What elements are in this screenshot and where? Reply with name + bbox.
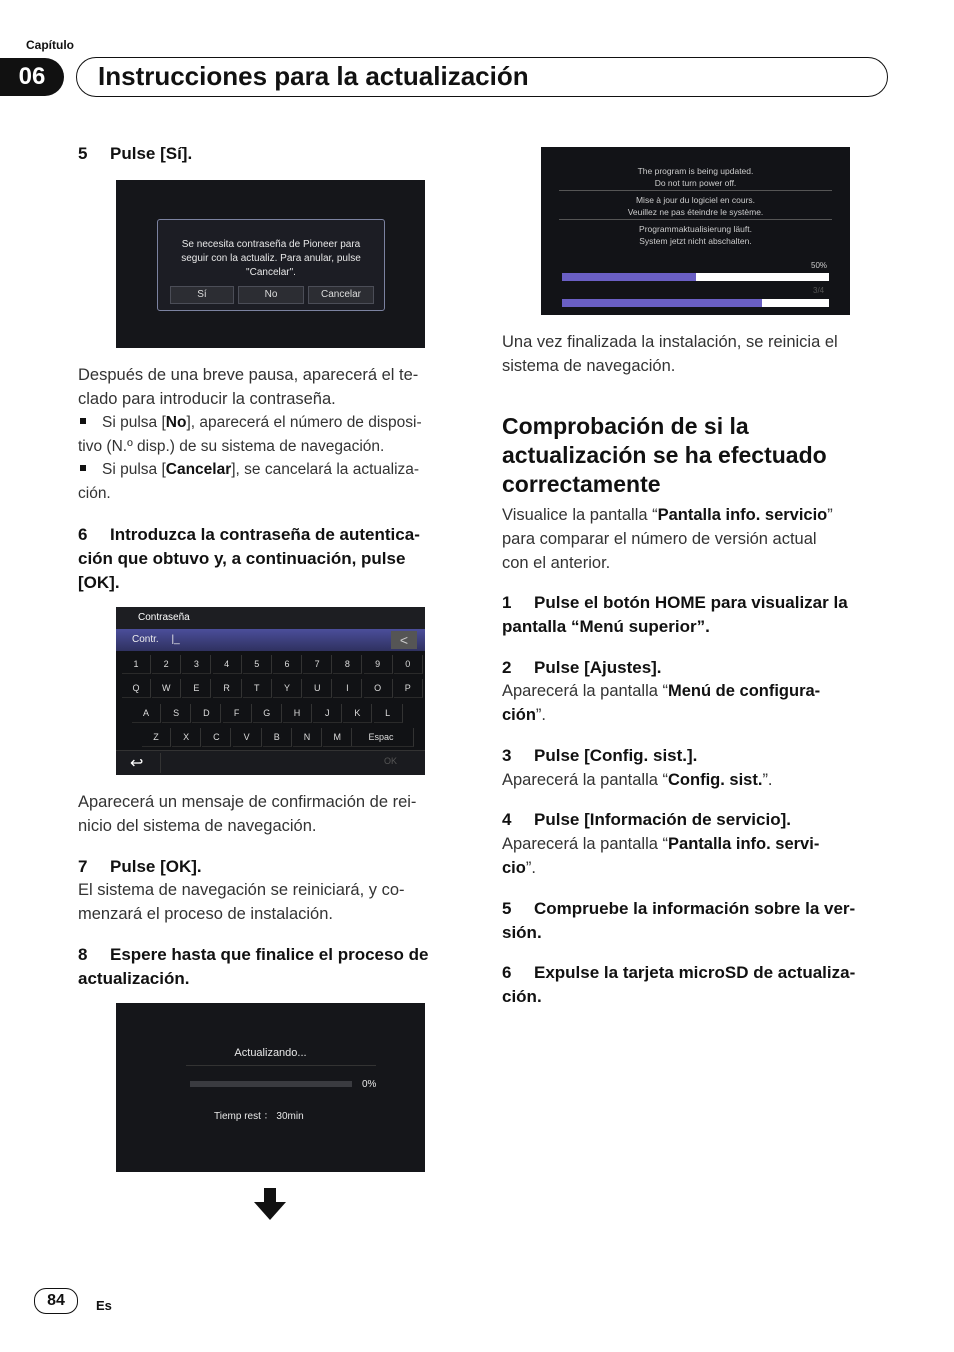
key-9[interactable]: 9: [364, 655, 393, 674]
bullet-square-icon: [80, 465, 86, 471]
heading-line: actualización se ha efectuado: [502, 442, 827, 468]
key-n[interactable]: N: [293, 728, 322, 747]
text-line: El sistema de navegación se reiniciará, y co-: [78, 881, 405, 899]
text: ”: [827, 506, 833, 524]
page-title: Instrucciones para la actualización: [98, 61, 529, 91]
time-remaining: Tiemp rest ： 30min: [214, 1111, 304, 1122]
step-text: Pulse [Sí].: [110, 144, 193, 163]
bullet-square-icon: [80, 418, 86, 424]
step-number: 8: [78, 945, 88, 964]
key-o[interactable]: O: [364, 679, 393, 698]
language-code: Es: [96, 1298, 112, 1313]
key-u[interactable]: U: [303, 679, 332, 698]
text-line: Una vez finalizada la instalación, se reinicia el: [502, 333, 838, 351]
text: Visualice la pantalla “: [502, 506, 658, 524]
keyboard-footer: [116, 750, 425, 775]
key-j[interactable]: J: [313, 704, 342, 723]
step-text: ción.: [502, 987, 542, 1006]
key-x[interactable]: X: [172, 728, 201, 747]
progress-fill: [562, 273, 696, 281]
bold-text: cio: [502, 859, 526, 877]
bold-text: Cancelar: [165, 461, 232, 478]
step-5: [78, 142, 192, 166]
section-heading: [502, 412, 827, 499]
step-count: 3/4: [813, 286, 825, 295]
page-number: 84: [34, 1288, 78, 1314]
key-f[interactable]: F: [223, 704, 252, 723]
key-8[interactable]: 8: [333, 655, 362, 674]
update-message-de: [541, 223, 850, 247]
text: Aparecerá la pantalla “: [502, 835, 669, 853]
dialog-message: [166, 238, 376, 280]
keyboard-header: Contraseña: [116, 607, 425, 629]
down-arrow-icon: [254, 1188, 286, 1222]
backspace-button[interactable]: <: [391, 631, 417, 649]
key-y[interactable]: Y: [273, 679, 302, 698]
key-r[interactable]: R: [213, 679, 242, 698]
step-number: 7: [78, 857, 88, 876]
text-line: System jetzt nicht abschalten.: [639, 236, 752, 246]
confirm-dialog: [157, 219, 385, 311]
bold-text: Pantalla info. servicio: [657, 506, 828, 524]
text-line: tivo (N.º disp.) de su sistema de navegación.: [78, 438, 385, 455]
check-step-5: [502, 897, 855, 945]
update-message-fr: [541, 194, 850, 218]
progress-fill: [562, 299, 762, 307]
key-b[interactable]: B: [263, 728, 292, 747]
text: Aparecerá la pantalla “: [502, 682, 669, 700]
heading-line: correctamente: [502, 471, 661, 497]
text-line: Después de una breve pausa, aparecerá el te-: [78, 366, 419, 384]
paragraph: [78, 363, 418, 411]
update-message-en: [541, 165, 850, 189]
text: ”.: [525, 859, 536, 877]
step-text: ción que obtuvo y, a continuación, pulse: [78, 549, 406, 568]
text-line: menzará el proceso de instalación.: [78, 905, 333, 923]
key-a[interactable]: A: [132, 704, 161, 723]
key-h[interactable]: H: [283, 704, 312, 723]
chapter-label: Capítulo: [26, 38, 74, 52]
key-w[interactable]: W: [152, 679, 181, 698]
paragraph: [502, 503, 833, 575]
bullet-item: [78, 458, 419, 506]
key-7[interactable]: 7: [303, 655, 332, 674]
key-m[interactable]: M: [323, 728, 352, 747]
text-line: con el anterior.: [502, 554, 611, 572]
key-e[interactable]: E: [182, 679, 211, 698]
check-step-4: [502, 808, 791, 832]
yes-button[interactable]: Sí: [170, 286, 234, 304]
ok-button[interactable]: OK: [384, 756, 398, 766]
key-0[interactable]: 0: [394, 655, 423, 674]
paragraph: [78, 790, 416, 838]
updating-screen: [116, 1003, 425, 1172]
step-number: 3: [502, 746, 512, 765]
check-step-3: [502, 744, 697, 768]
step-8: [78, 943, 428, 991]
text: Si pulsa [: [102, 414, 166, 431]
step-text: Introduzca la contraseña de autentica-: [110, 525, 420, 544]
step-text: Compruebe la información sobre la ver-: [534, 899, 856, 918]
cancel-button[interactable]: Cancelar: [308, 286, 374, 304]
progress-percent: 0%: [362, 1079, 377, 1090]
step-text: Pulse [Ajustes].: [534, 658, 662, 677]
text: ], aparecerá el número de disposi-: [186, 414, 422, 431]
step-text: Pulse [Config. sist.].: [534, 746, 698, 765]
password-keyboard-screen: [116, 607, 425, 775]
progress-bar-1: [562, 273, 829, 281]
key-d[interactable]: D: [192, 704, 221, 723]
paragraph: [502, 832, 819, 880]
updating-title: Actualizando...: [234, 1047, 307, 1059]
separator: [186, 1065, 376, 1066]
space-key[interactable]: Espac: [349, 728, 414, 747]
key-q[interactable]: Q: [122, 679, 151, 698]
step-number: 6: [78, 525, 88, 544]
step-number: 5: [502, 899, 512, 918]
step-text: Pulse [Información de servicio].: [534, 810, 791, 829]
step-text: Expulse la tarjeta microSD de actualiza-: [534, 963, 856, 982]
password-dialog-screen: [116, 180, 425, 348]
step-text: [OK].: [78, 573, 120, 592]
progress-bar: [190, 1081, 352, 1087]
bold-text: Config. sist.: [668, 771, 763, 789]
key-s[interactable]: S: [162, 704, 191, 723]
paragraph: [502, 330, 838, 378]
separator: [559, 219, 832, 220]
check-step-6: [502, 961, 855, 1009]
key-2[interactable]: 2: [152, 655, 181, 674]
step-number: 1: [502, 593, 512, 612]
key-v[interactable]: V: [233, 728, 262, 747]
program-update-screen: [541, 147, 850, 315]
key-p[interactable]: P: [394, 679, 423, 698]
progress-percent: 50%: [811, 261, 828, 270]
step-number: 6: [502, 963, 512, 982]
dialog-line: seguir con la actualiz. Para anular, pulse: [181, 253, 361, 264]
step-7: [78, 855, 202, 879]
separator: [559, 190, 832, 191]
key-t[interactable]: T: [243, 679, 272, 698]
progress-bar-2: [562, 299, 829, 307]
dialog-line: Se necesita contraseña de Pioneer para: [181, 239, 361, 250]
key-l[interactable]: L: [374, 704, 403, 723]
text-line: clado para introducir la contraseña.: [78, 390, 336, 408]
key-i[interactable]: I: [333, 679, 362, 698]
key-c[interactable]: C: [202, 728, 231, 747]
text: ”.: [762, 771, 773, 789]
chapter-number: 06: [0, 58, 64, 96]
step-number: 4: [502, 810, 512, 829]
text-line: para comparar el número de versión actual: [502, 530, 817, 548]
key-z[interactable]: Z: [142, 728, 171, 747]
step-text: actualización.: [78, 969, 190, 988]
text-line: nicio del sistema de navegación.: [78, 817, 317, 835]
text-line: Aparecerá un mensaje de confirmación de rei-: [78, 793, 417, 811]
step-text: Espere hasta que finalice el proceso de: [110, 945, 429, 964]
bold-text: No: [165, 414, 187, 431]
text: Si pulsa [: [102, 461, 166, 478]
paragraph: [78, 878, 405, 926]
dialog-line: "Cancelar".: [246, 267, 296, 278]
text-line: Do not turn power off.: [654, 178, 737, 188]
password-input[interactable]: [116, 629, 425, 651]
input-label: Contr.: [132, 634, 159, 645]
paragraph: [502, 768, 773, 792]
step-text: Pulse el botón HOME para visualizar la: [534, 593, 848, 612]
divider: [160, 753, 161, 773]
step-text: Pulse [OK].: [110, 857, 202, 876]
text-line: ción.: [78, 485, 111, 502]
check-step-2: [502, 656, 662, 680]
text: ], se cancelará la actualiza-: [231, 461, 420, 478]
step-text: sión.: [502, 923, 542, 942]
key-5[interactable]: 5: [243, 655, 272, 674]
no-button[interactable]: No: [238, 286, 304, 304]
key-6[interactable]: 6: [273, 655, 302, 674]
bold-text: Menú de configura-: [668, 682, 821, 700]
key-3[interactable]: 3: [182, 655, 211, 674]
bold-text: Pantalla info. servi-: [668, 835, 820, 853]
text-line: Veuillez ne pas éteindre le système.: [627, 207, 764, 217]
text-line: sistema de navegación.: [502, 357, 676, 375]
key-1[interactable]: 1: [122, 655, 151, 674]
step-6: [78, 523, 420, 595]
heading-line: Comprobación de si la: [502, 413, 749, 439]
check-step-1: [502, 591, 848, 639]
input-value: |_: [171, 634, 180, 645]
step-number: 5: [78, 144, 88, 163]
text: ”.: [535, 706, 547, 724]
bullet-item: [78, 411, 422, 459]
paragraph: [502, 679, 820, 727]
step-text: pantalla “Menú superior”.: [502, 617, 710, 636]
back-icon[interactable]: ↩: [130, 755, 144, 772]
key-g[interactable]: G: [253, 704, 282, 723]
text: Aparecerá la pantalla “: [502, 771, 669, 789]
step-number: 2: [502, 658, 512, 677]
bold-text: ción: [502, 706, 536, 724]
key-k[interactable]: K: [343, 704, 372, 723]
text-line: The program is being updated.: [637, 166, 754, 176]
text-line: Programmaktualisierung läuft.: [639, 224, 752, 234]
key-4[interactable]: 4: [213, 655, 242, 674]
text-line: Mise à jour du logiciel en cours.: [635, 195, 756, 205]
